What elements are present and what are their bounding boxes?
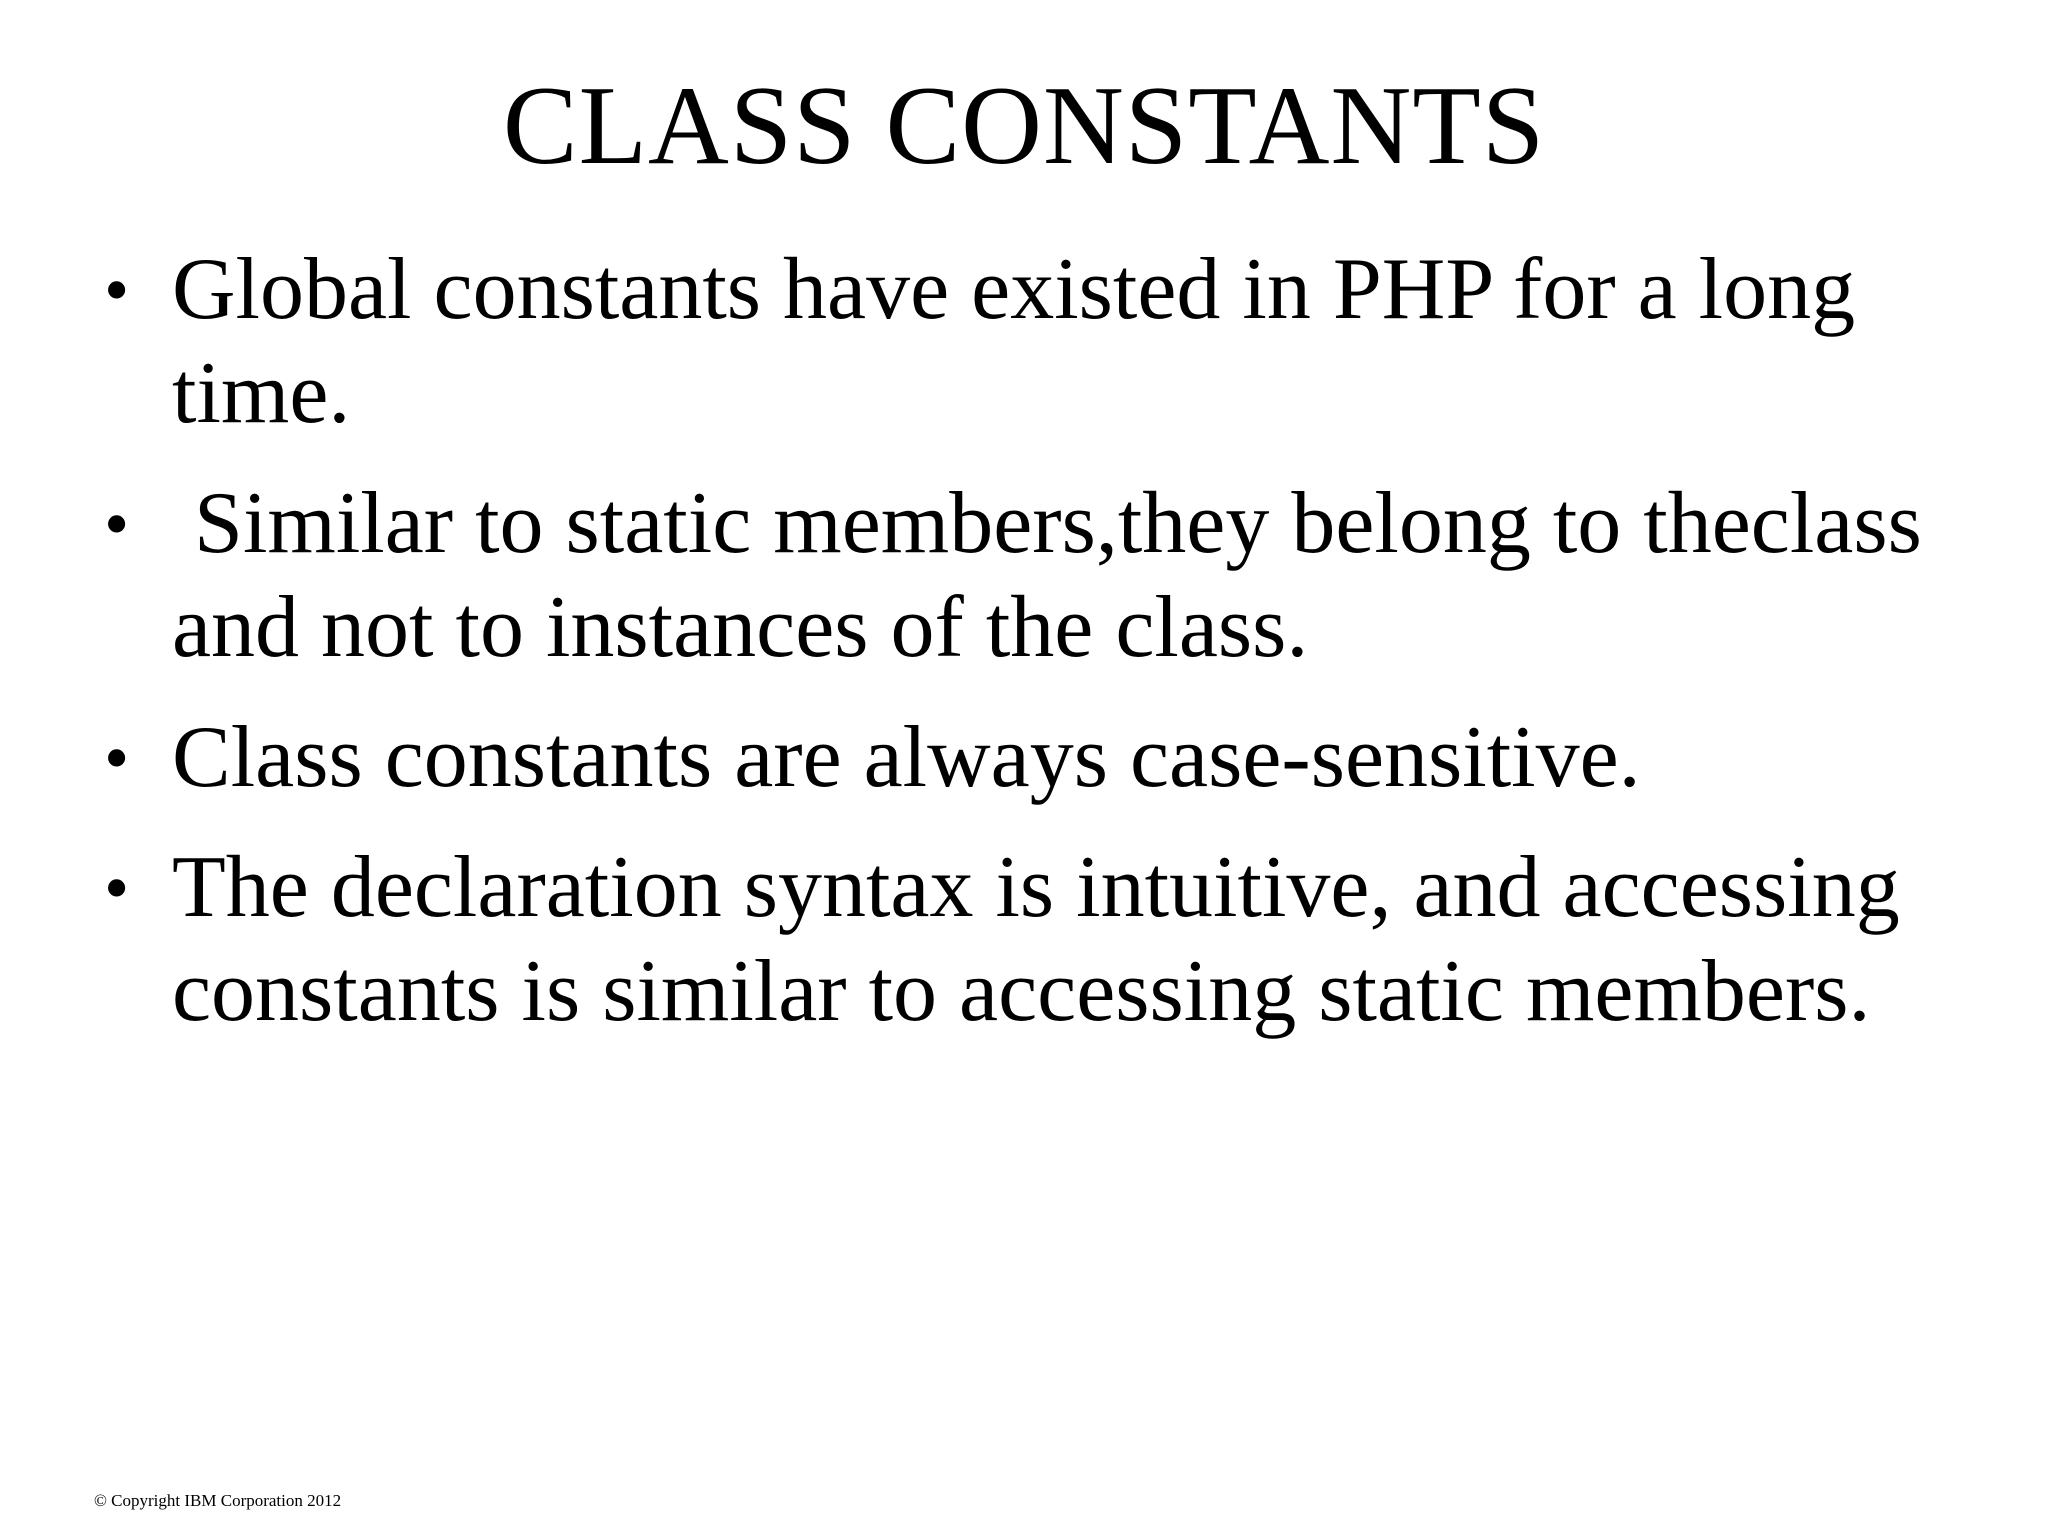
bullet-item bbox=[100, 836, 2000, 1044]
bullet-item bbox=[100, 706, 2000, 810]
bullet-item bbox=[100, 238, 2000, 446]
bullet-text: Global constants have existed in PHP for a long time. bbox=[172, 241, 1878, 442]
bullet-item bbox=[100, 472, 2000, 680]
slide-title: CLASS CONSTANTS bbox=[502, 64, 1546, 188]
copyright-footer: © Copyright IBM Corporation 2012 bbox=[94, 1491, 342, 1510]
bullet-text: Similar to static members,they belong to theclass and not to instances of the class. bbox=[172, 475, 1944, 676]
bullet-text: The declaration syntax is intuitive, and accessing constants is similar to accessing static members. bbox=[172, 839, 1922, 1040]
bullet-dot-icon: • bbox=[104, 250, 130, 330]
bullet-dot-icon: • bbox=[104, 848, 130, 928]
bullet-dot-icon: • bbox=[104, 484, 130, 564]
bullet-text: Class constants are always case-sensitive. bbox=[172, 709, 1641, 806]
bullet-list bbox=[100, 238, 2000, 1070]
bullet-dot-icon: • bbox=[104, 718, 130, 798]
